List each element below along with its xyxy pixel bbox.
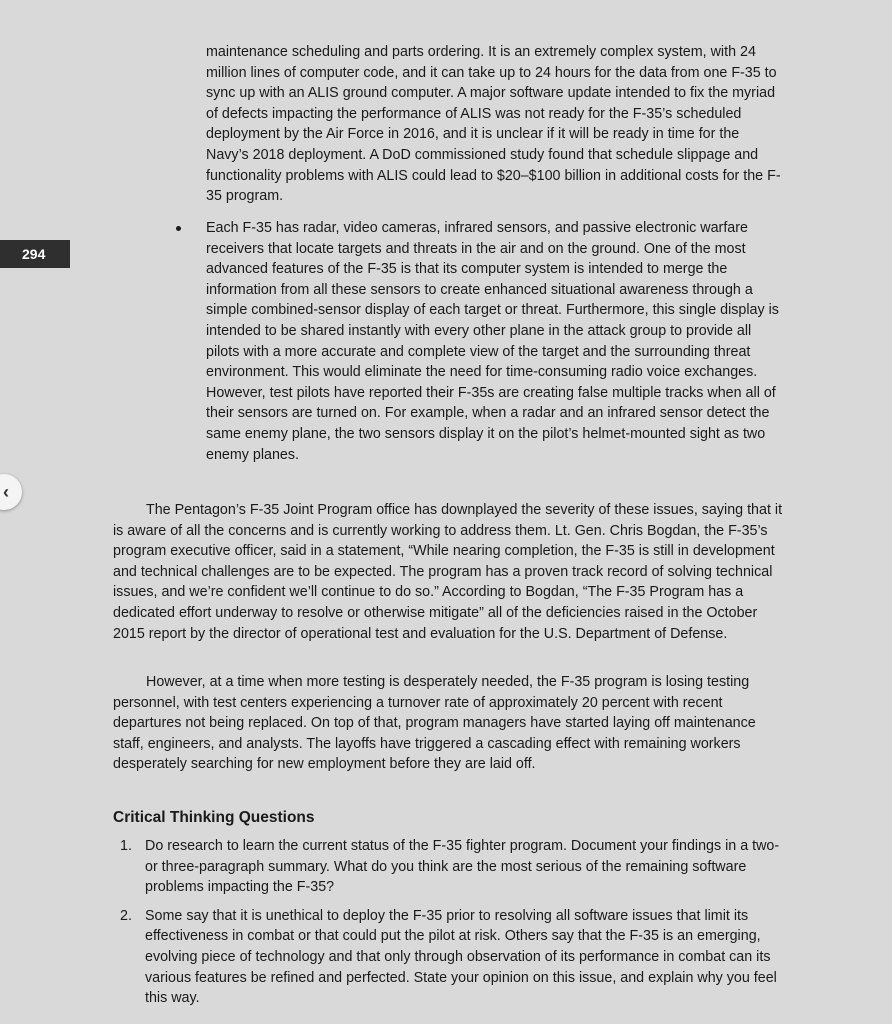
question-number: 1. <box>120 838 132 854</box>
chevron-left-icon: ‹ <box>3 482 9 502</box>
paragraph-pentagon: The Pentagon’s F-35 Joint Program office has downplayed the severity of these issues, saying that it is aware of all the concerns and is currently working to address them. Lt. Gen. Chris Bogdan, the F-35’s program executive officer, said in a statement, “While nearing completion, the F-35 is still in development and technical challenges are to be expected. The program has a proven track record of solving technical issues, and we’re confident we’ll continue to do so.” According to Bogdan, “The F-35 Program has a dedicated effort underway to resolve or otherwise mitigate” all of the deficiencies raised in the October 2015 report by the director of operational test and evaluation for the U.S. Department of Defense. <box>113 502 783 642</box>
bullet-item-sensors <box>206 218 784 465</box>
question-text: Do research to learn the current status of the F-35 fighter program. Document your findings in a two- or three-paragraph summary. What do you think are the most serious of the remaining software problems impacting the F-35? <box>145 838 780 896</box>
question-list <box>120 836 784 1009</box>
question-item <box>120 836 784 898</box>
question-number: 2. <box>120 907 132 924</box>
bullet-icon <box>176 226 181 231</box>
bullet-continued-text: maintenance scheduling and parts ordering. It is an extremely complex system, with 24 million lines of computer code, and it can take up to 24 hours for the data from one F-35 to sync up with an ALIS ground computer. A major software update intended to fix the myriad of defects impacting the performance of ALIS was not ready for the F-35’s scheduled deployment by the Air Force in 2016, and it is unclear if it will be ready in time for the Navy’s 2018 deployment. A DoD commissioned study found that schedule slippage and functionality problems with ALIS could lead to $20–$100 billion in additional costs for the F-35 program. <box>206 44 781 205</box>
question-item <box>120 906 784 1009</box>
previous-page-button[interactable] <box>0 474 22 510</box>
question-text: Some say that it is unethical to deploy the F-35 prior to resolving all software issues that limit its effectiveness in combat or that could put the pilot at risk. Others say that the F-35 is an emerging, evolving piece of technology and that only through observation of its performance in combat can its various features be refined and perfected. State your opinion on this issue, and explain why you feel this way. <box>145 907 777 1007</box>
bullet-text: Each F-35 has radar, video cameras, infrared sensors, and passive electronic warfare receivers that locate targets and threats in the air and on the ground. One of the most advanced features of the F-35 is that its computer system is intended to merge the information from all these sensors to create enhanced situational awareness through a simple combined-sensor display of each target or threat. Furthermore, this single display is intended to be shared instantly with every other plane in the attack group to provide all pilots with a more accurate and complete view of the target and the surrounding threat environment. This would eliminate the need for time-consuming radio voice exchanges. However, test pilots have reported their F-35s are creating false multiple tracks when all of their sensors are turned on. For example, when a radar and an infrared sensor detect the same enemy plane, the two sensors display it on the pilot’s helmet-mounted sight as two enemy planes. <box>206 220 779 463</box>
section-heading: Critical Thinking Questions <box>113 809 315 826</box>
page-number: 294 <box>0 240 70 268</box>
paragraph-testing: However, at a time when more testing is desperately needed, the F-35 program is losing testing personnel, with test centers experiencing a turnover rate of approximately 20 percent with recent departures not being replaced. On top of that, program managers have started laying off maintenance staff, engineers, and analysts. The layoffs have triggered a cascading effect with remaining workers desperately searching for new employment before they are laid off. <box>113 674 756 773</box>
